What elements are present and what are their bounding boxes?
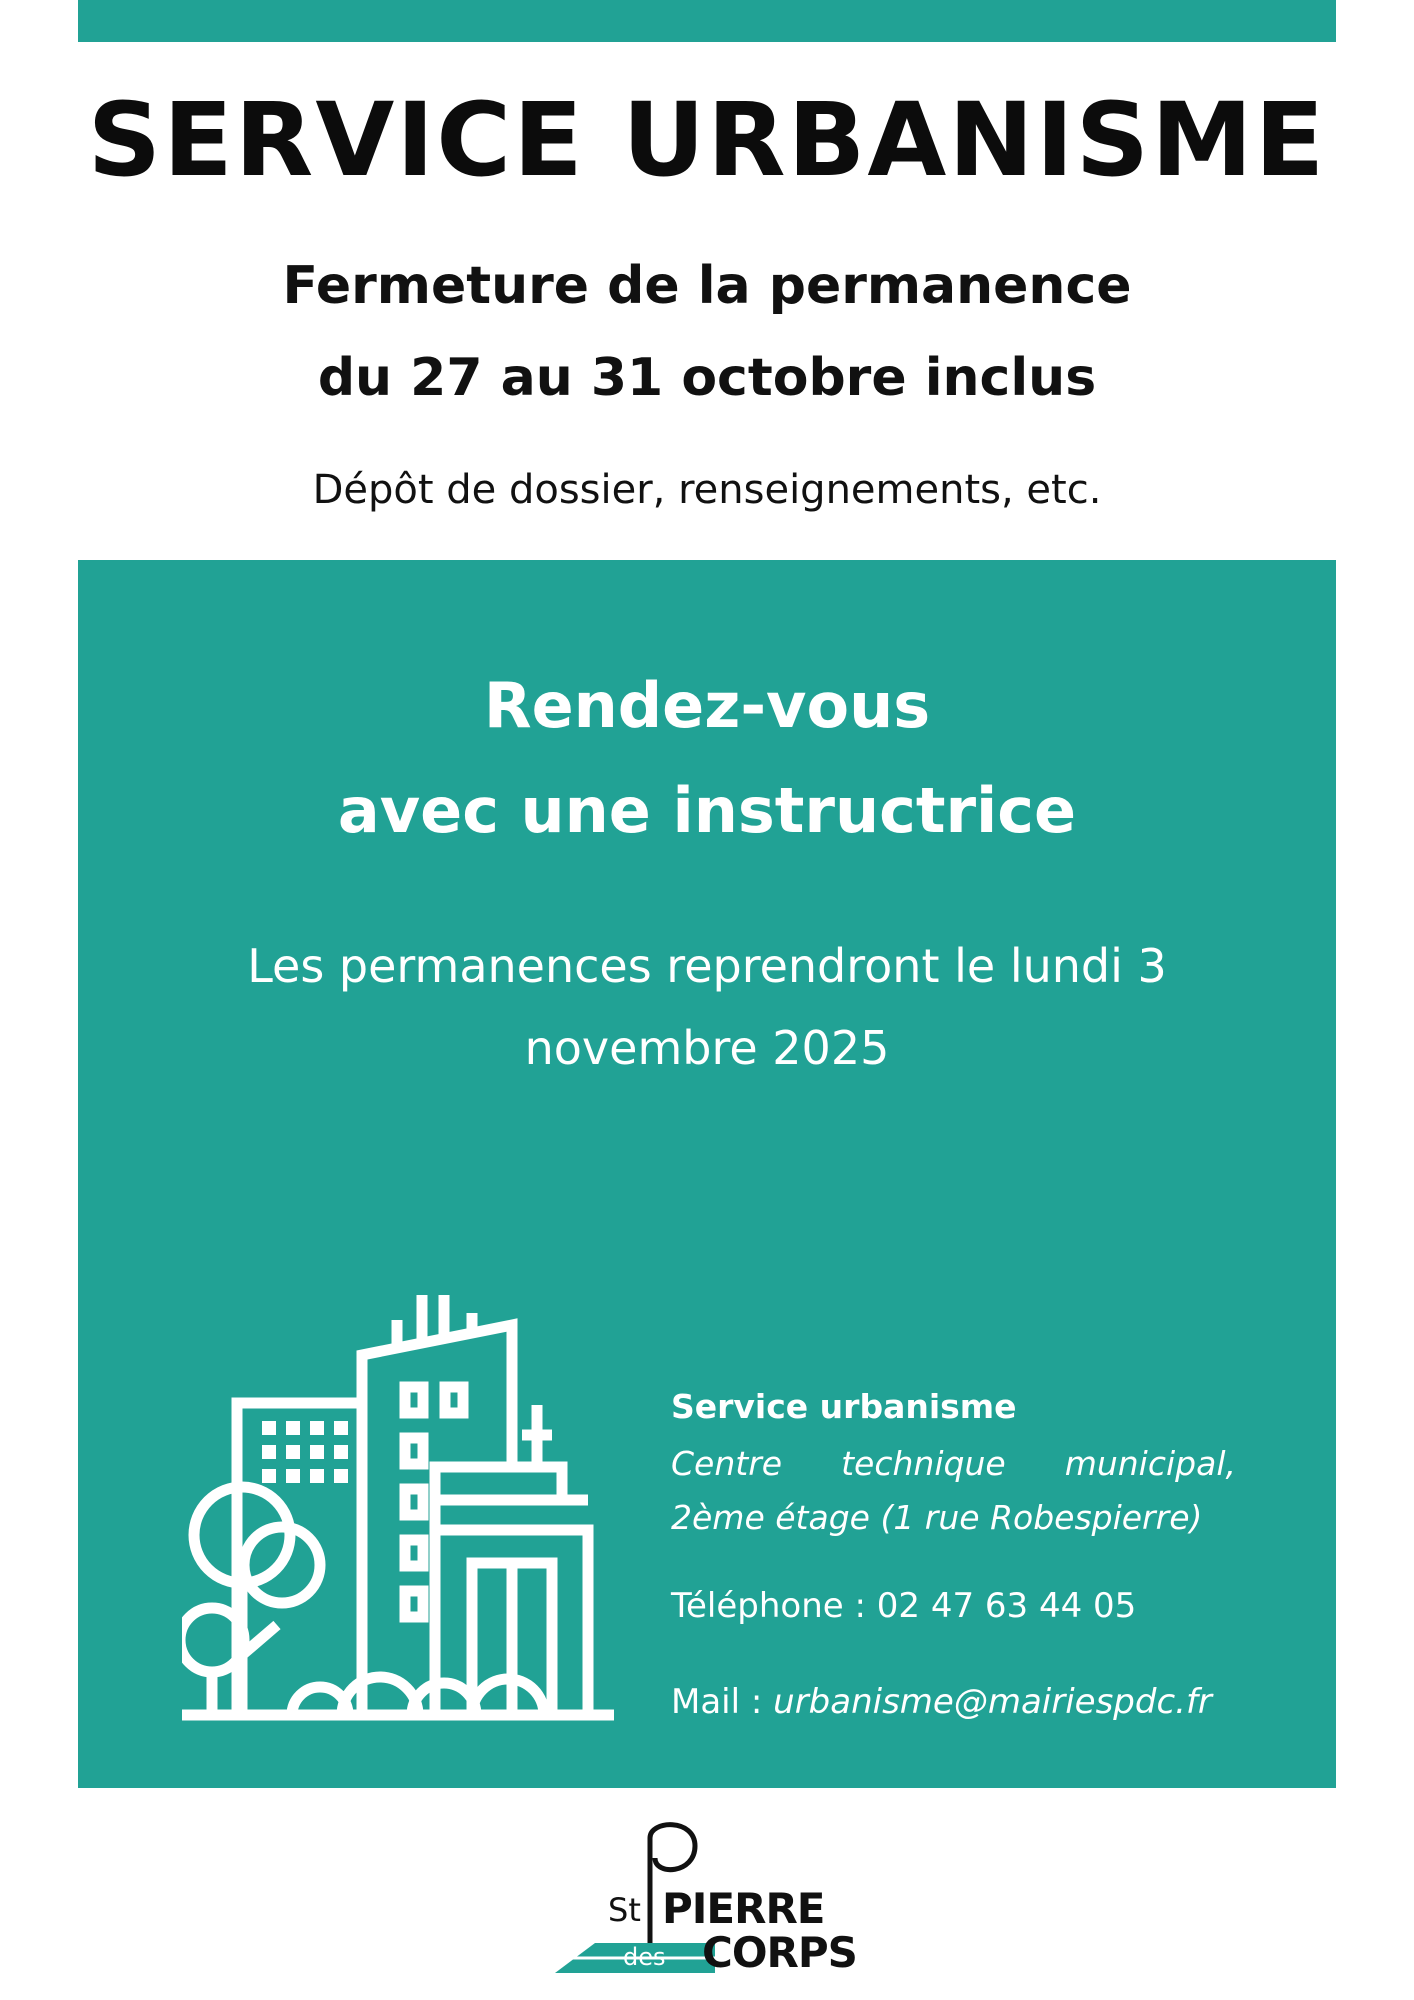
appointment-panel	[78, 560, 1336, 1788]
logo-st: St	[608, 1891, 641, 1929]
panel-heading-line1: Rendez-vous	[483, 669, 931, 742]
resume-text-line2: novembre 2025	[524, 1021, 890, 1075]
contact-phone	[671, 1586, 1236, 1626]
top-accent-bar	[78, 0, 1336, 42]
mail-label: Mail :	[671, 1682, 774, 1722]
logo-des: des	[623, 1943, 666, 1971]
city-buildings-icon	[182, 1295, 622, 1735]
logo-corps: CORPS	[702, 1928, 857, 1977]
contact-block	[671, 1387, 1236, 1722]
phone-value[interactable]: 02 47 63 44 05	[876, 1586, 1137, 1626]
phone-label: Téléphone :	[671, 1586, 877, 1626]
closure-subtitle-line2: du 27 au 31 octobre inclus	[317, 348, 1097, 408]
address-line1: Centre technique municipal,	[671, 1444, 1236, 1483]
city-logo	[555, 1818, 865, 1978]
logo-pierre: PIERRE	[662, 1884, 825, 1933]
services-description: Dépôt de dossier, renseignements, etc.	[312, 467, 1102, 513]
mail-link[interactable]: urbanisme@mairiespdc.fr	[773, 1682, 1212, 1722]
contact-mail	[671, 1682, 1236, 1722]
panel-heading-line2: avec une instructrice	[337, 774, 1077, 847]
address-line2: 2ème étage (1 rue Robespierre)	[671, 1498, 1203, 1537]
contact-address	[671, 1437, 1236, 1545]
contact-title: Service urbanisme	[671, 1387, 1017, 1426]
page-title: SERVICE URBANISME	[87, 81, 1327, 200]
resume-text-line1: Les permanences reprendront le lundi 3	[247, 939, 1167, 993]
closure-subtitle-line1: Fermeture de la permanence	[282, 256, 1132, 316]
